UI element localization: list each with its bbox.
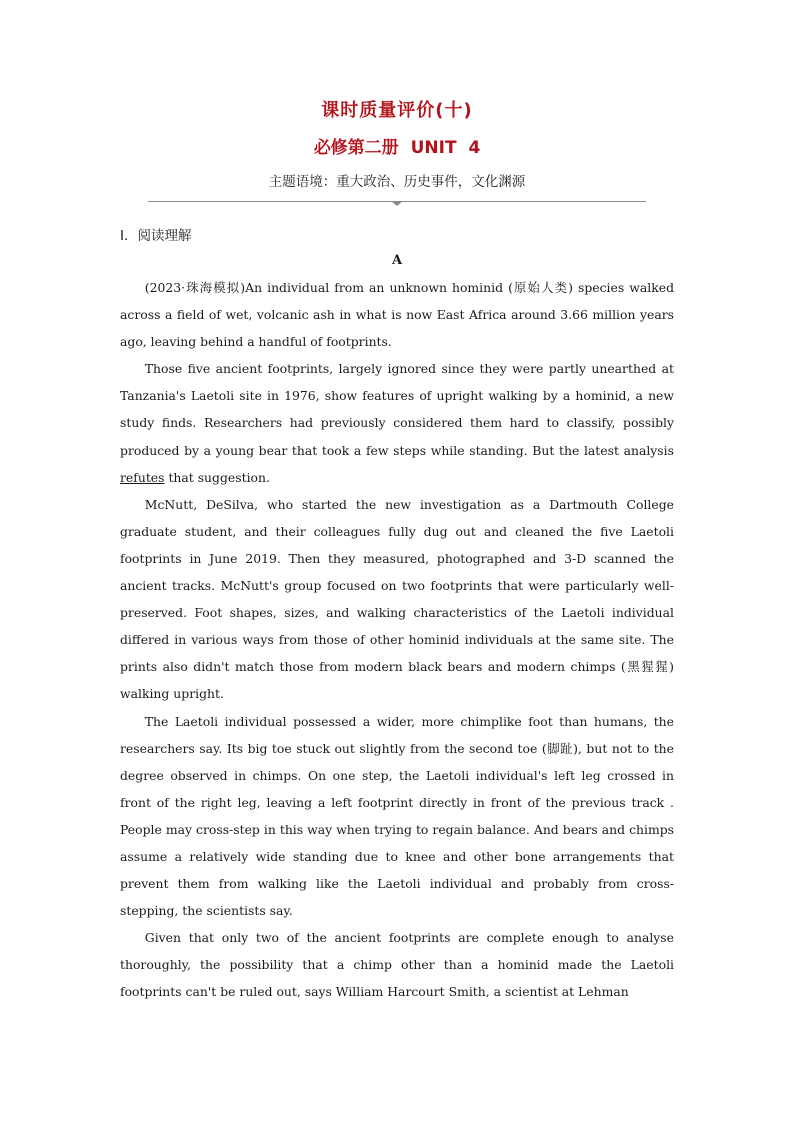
passage-label: A [391,253,403,268]
theme-line: 主题语境：重大政治、历史事件，文化渊源 [268,174,526,190]
paragraph-5: Given that only two of the ancient footprints are complete enough to analyse thoroughly, the possibility that a chimp other than a hominid made the Laetoli footprints can't be ruled out, says William Harcourt Smith, a scientist at Lehman [120,930,674,1000]
paragraph-2-text-b: that suggestion. [164,469,270,485]
page-title: 课时质量评价(十) [321,100,473,121]
paragraph-2 [120,355,674,490]
paragraph-1: (2023·珠海模拟)An individual from an unknown hominid (原始人类) species walked across a field of wet, volcanic ash in what is now East Africa around 3.66 million years ago, leaving behind a handful of footprints. [120,280,674,350]
paragraph-3: McNutt, DeSilva, who started the new investigation as a Dartmouth College graduate student, and their colleagues fully dug out and cleaned the five Laetoli footprints in June 2019. Then they measured, photographed and 3-D scanned the ancient tracks. McNutt's group focused on two footprints that were particularly well-preserved. Foot shapes, sizes, and walking characteristics of the Laetoli individual differed in various ways from those of other hominid individuals at the same site. The prints also didn't match those from modern black bears and modern chimps (黑猩猩) walking upright. [120,496,674,702]
divider-marker-icon [391,201,403,206]
passage-body [120,274,674,1006]
page-subtitle: 必修第二册 UNIT 4 [313,138,481,158]
paragraph-4: The Laetoli individual possessed a wider, more chimplike foot than humans, the researchers say. Its big toe stuck out slightly from the second toe (脚趾), but not to the degree observed in chimps. On one step, the Laetoli individual's left leg crossed in front of the right leg, leaving a left footprint directly in front of the previous track . People may cross-step in this way when trying to regain balance. And bears and chimps assume a relatively wide standing due to knee and other bone arrangements that prevent them from walking like the Laetoli individual and probably from cross-stepping, the scientists say. [120,713,674,919]
paragraph-2-text-a: Those five ancient footprints, largely ignored since they were partly unearthed at Tanzania's Laetoli site in 1976, show features of upright walking by a hominid, a new study finds. Researchers had previously considered them hard to classify, possibly produced by a young bear that took a few steps while standing. But the latest analysis [120,361,674,458]
section-heading: Ⅰ．阅读理解 [120,228,192,244]
underlined-word: refutes [120,469,165,485]
